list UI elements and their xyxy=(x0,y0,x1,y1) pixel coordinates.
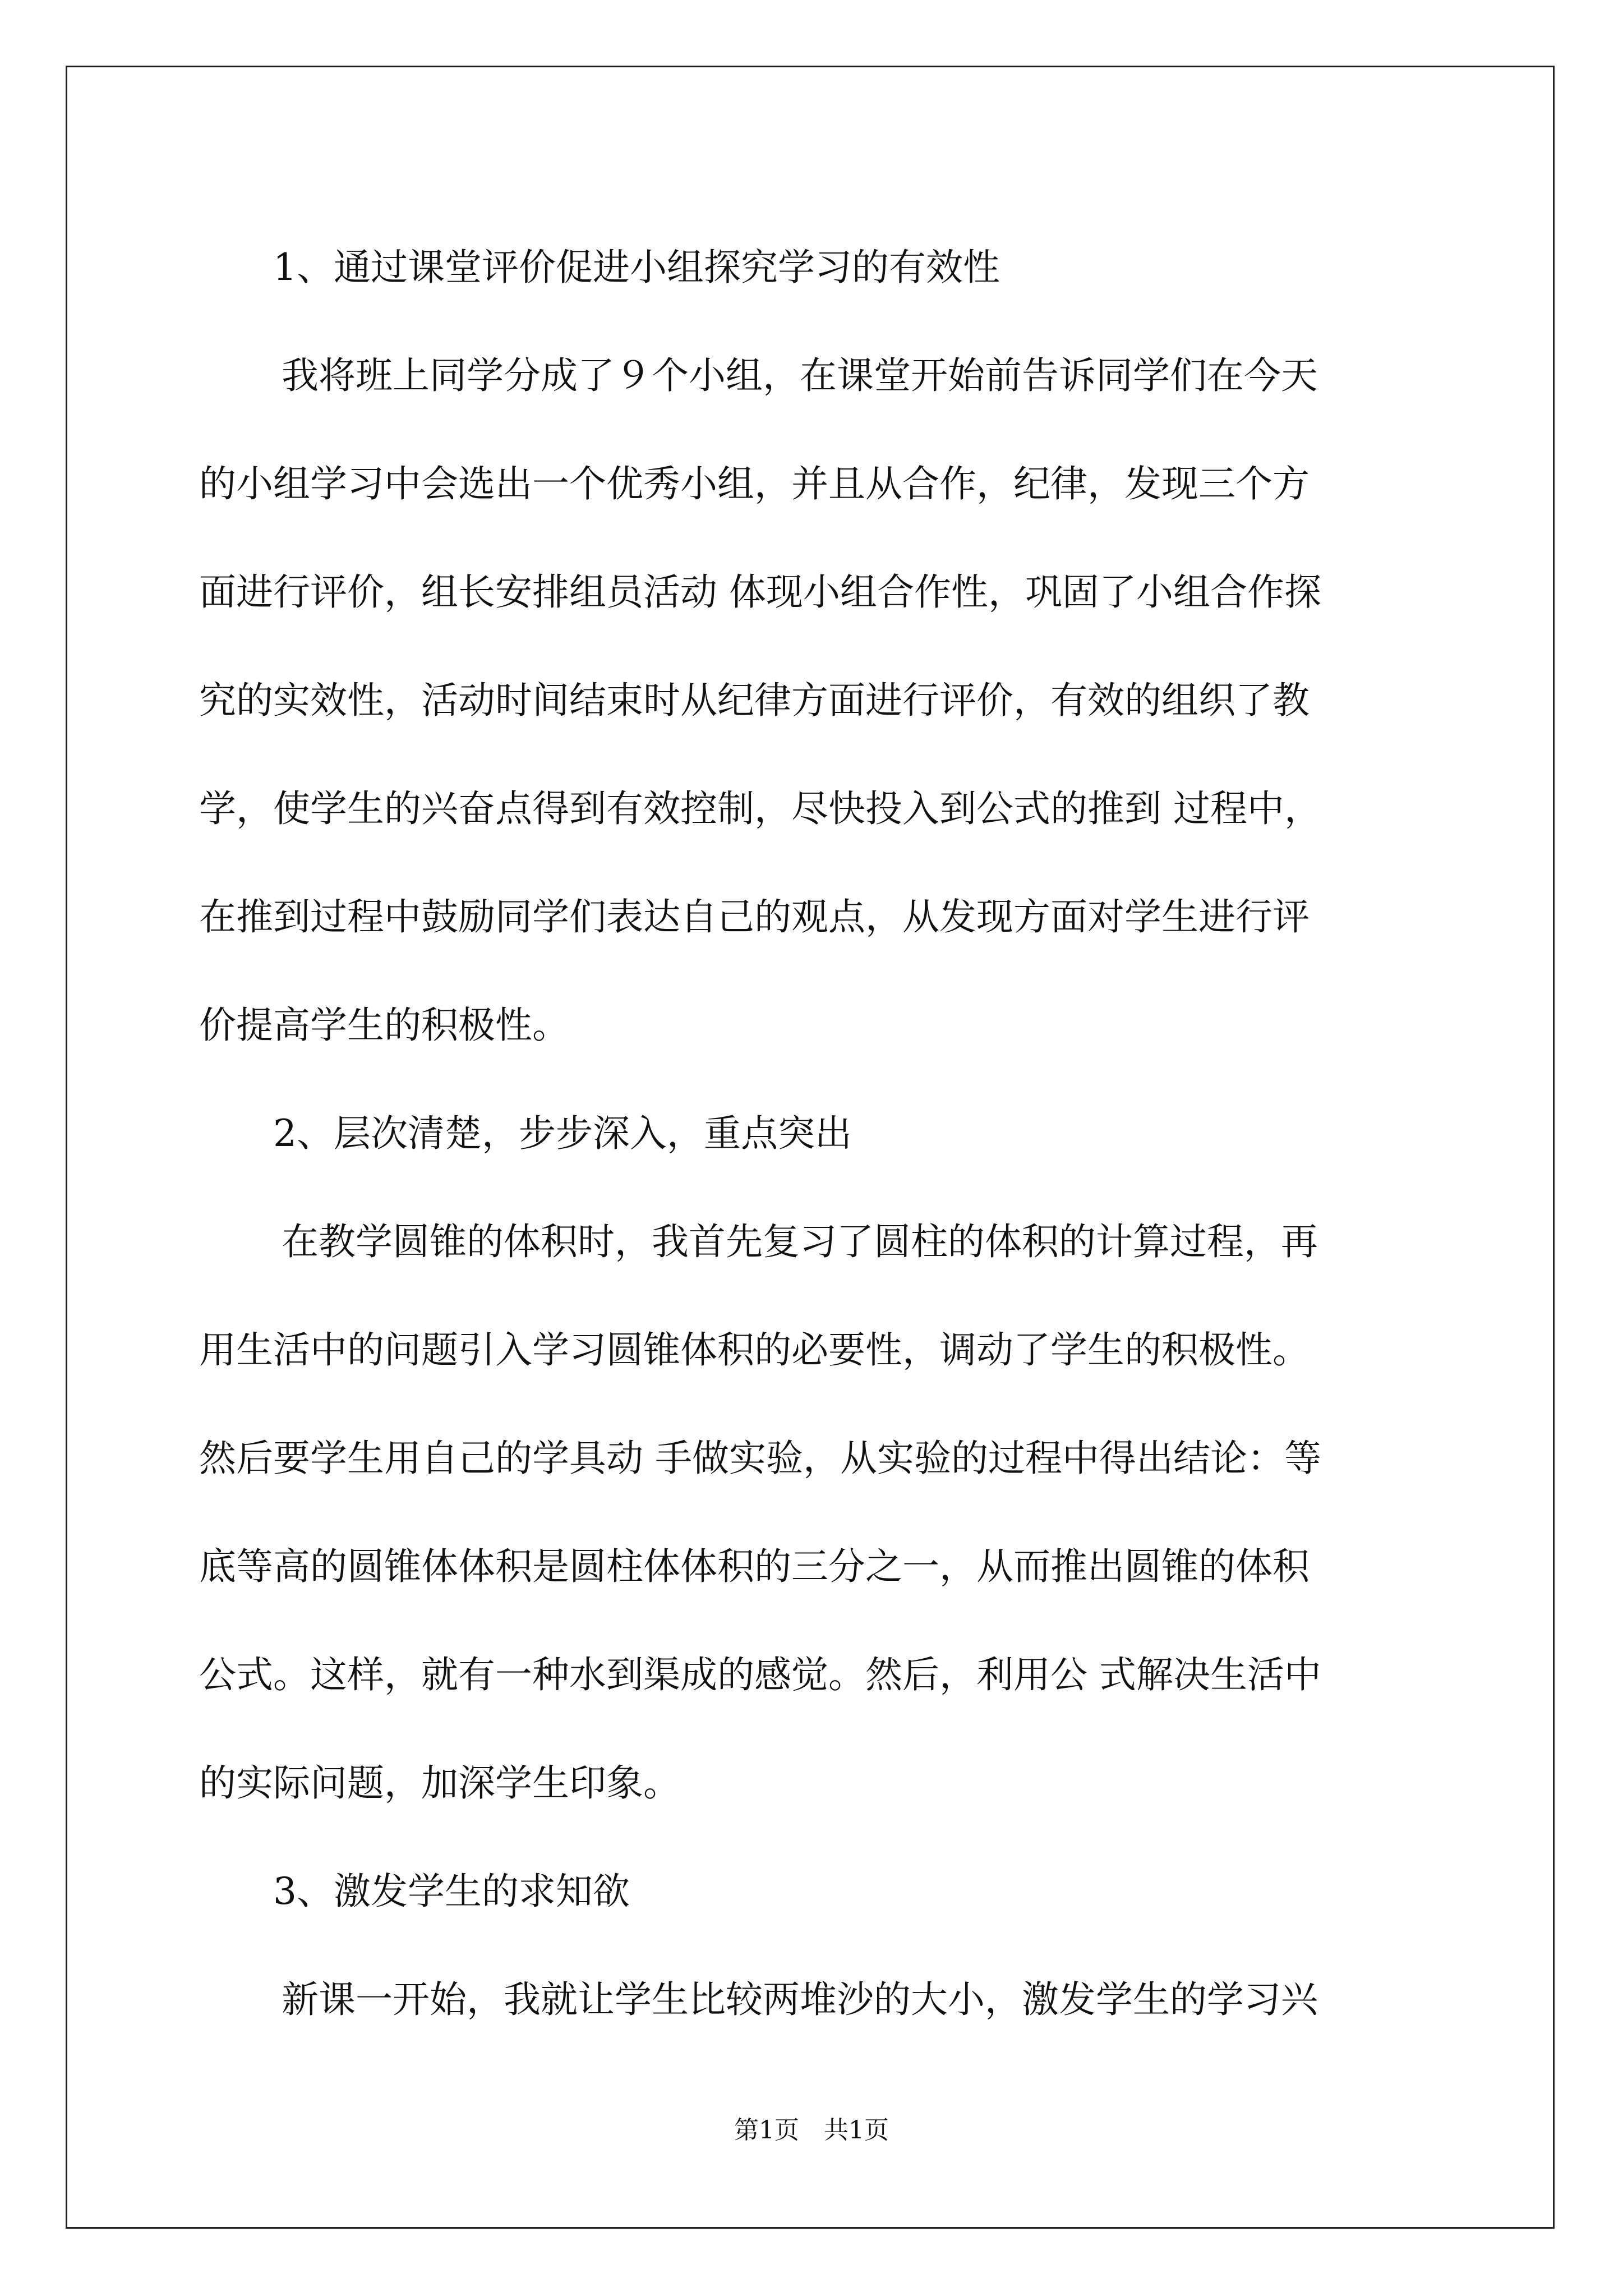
paragraph-line: 面进行评价，组长安排组员活动 体现小组合作性，巩固了小组合作探 xyxy=(199,570,1321,614)
paragraph-line: 在教学圆锥的体积时，我首先复习了圆柱的体积的计算过程，再 xyxy=(282,1220,1318,1263)
paragraph-line: 价提高学生的积极性。 xyxy=(199,1004,569,1047)
paragraph-line: 新课一开始，我就让学生比较两堆沙的大小，激发学生的学习兴 xyxy=(282,1978,1318,2021)
section-3-paragraph xyxy=(199,1945,1427,2054)
paragraph-line: 究的实效性，活动时间结束时从纪律方面进行评价，有效的组织了教 xyxy=(199,679,1310,722)
section-2-heading: 2、层次清楚，步步深入，重点突出 xyxy=(273,1112,852,1155)
paragraph-line: 然后要学生用自己的学具动 手做实验，从实验的过程中得出结论：等 xyxy=(199,1437,1321,1480)
paragraph-line: 我将班上同学分成了９个小组，在课堂开始前告诉同学们在今天 xyxy=(282,354,1318,397)
section-3-heading: 3、激发学生的求知欲 xyxy=(273,1870,630,1913)
paragraph-line: 的实际问题，加深学生印象。 xyxy=(199,1761,680,1805)
paragraph-line: 学，使学生的兴奋点得到有效控制，尽快投入到公式的推到 过程中， xyxy=(199,787,1321,830)
section-1-paragraph xyxy=(199,321,1427,1079)
paragraph-line: 底等高的圆锥体体积是圆柱体体积的三分之一，从而推出圆锥的体积 xyxy=(199,1545,1310,1588)
paragraph-line: 用生活中的问题引入学习圆锥体积的必要性，调动了学生的积极性。 xyxy=(199,1328,1310,1372)
document-body xyxy=(199,213,1427,2054)
section-2-paragraph xyxy=(199,1188,1427,1837)
page-footer: 第1页 共1页 xyxy=(734,2116,889,2145)
section-1-heading: 1、通过课堂评价促进小组探究学习的有效性 xyxy=(273,246,1000,289)
paragraph-line: 的小组学习中会选出一个优秀小组，并且从合作，纪律，发现三个方 xyxy=(199,462,1310,505)
paragraph-line: 公式。这样，就有一种水到渠成的感觉。然后，利用公 式解决生活中 xyxy=(199,1653,1321,1696)
paragraph-line: 在推到过程中鼓励同学们表达自己的观点，从发现方面对学生进行评 xyxy=(199,895,1310,938)
